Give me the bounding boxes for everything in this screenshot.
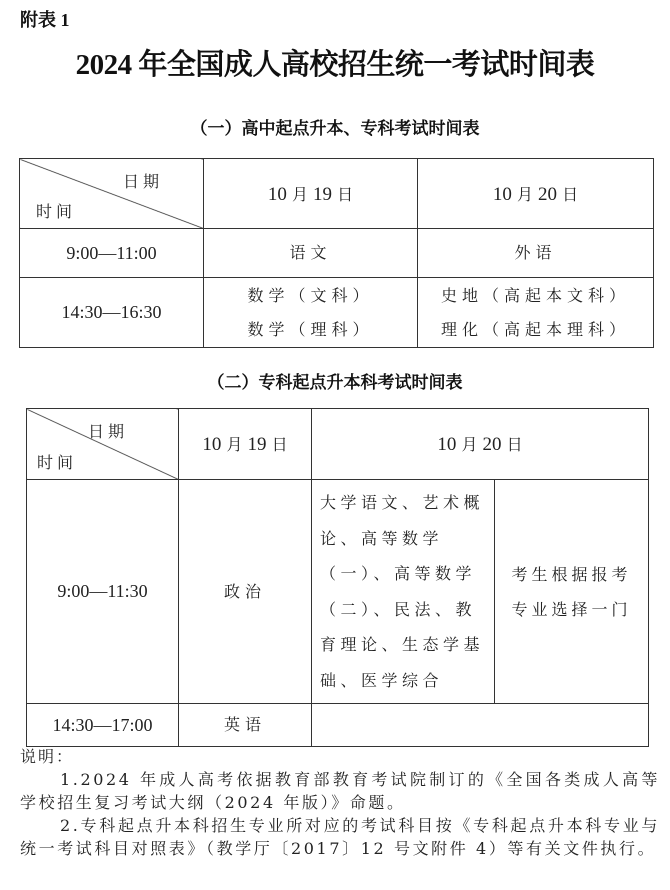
subject-cell: 语文 (204, 229, 418, 278)
table2-corner-cell (27, 409, 179, 480)
notes-label: 说明： (20, 747, 75, 766)
note-item-2: 2.专科起点升本科招生专业所对应的考试科目按《专科起点升本科专业与统一考试科目对照表》（教学厅〔2017〕12 号文附件 4）等有关文件执行。 (20, 816, 660, 858)
corner-time-label: 时间 (37, 453, 78, 472)
choice-note-cell: 考生根据报考 专业选择一门 (495, 480, 649, 704)
table-row (27, 704, 649, 747)
subject-cell: 外语 (418, 229, 654, 278)
table1-header-day2: 10 月 20 日 (418, 159, 654, 229)
subject-cell: 英语 (179, 704, 312, 747)
time-cell: 9:00—11:00 (20, 229, 204, 278)
time-cell: 9:00—11:30 (27, 480, 179, 704)
table2-heading: （二）专科起点升本科考试时间表 (207, 373, 463, 393)
subject-cell: 政治 (179, 480, 312, 704)
note-item-1: 1.2024 年成人高考依据教育部教育考试院制订的《全国各类成人高等学校招生复习考试大纲（2024 年版）》命题。 (20, 770, 660, 812)
table1-corner-cell (20, 159, 204, 229)
table-row (20, 278, 654, 348)
notes-section (20, 745, 660, 860)
subject-list-cell: 大学语文、艺术概 论、高等数学 （一）、高等数学 （二）、民法、教 育理论、生态学基 础、医学综合 (312, 480, 495, 704)
table1-heading: （一）高中起点升本、专科考试时间表 (190, 119, 480, 139)
corner-time-label: 时间 (36, 202, 77, 221)
table-row (27, 480, 649, 704)
table1-schedule (19, 158, 654, 348)
corner-date-label: 日期 (87, 422, 128, 441)
table2-header-day1: 10 月 19 日 (179, 409, 312, 480)
table1-header-day1: 10 月 19 日 (204, 159, 418, 229)
corner-date-label: 日期 (122, 172, 163, 191)
subject-cell: 史地（高起本文科） 理化（高起本理科） (418, 278, 654, 348)
table2-header-day2: 10 月 20 日 (312, 409, 649, 480)
subject-cell: 数学（文科） 数学（理科） (204, 278, 418, 348)
time-cell: 14:30—17:00 (27, 704, 179, 747)
page-title: 2024 年全国成人高校招生统一考试时间表 (75, 49, 595, 81)
empty-cell (312, 704, 649, 747)
attachment-label: 附表 1 (20, 10, 70, 30)
table2-schedule (26, 408, 649, 747)
table-row (20, 229, 654, 278)
time-cell: 14:30—16:30 (20, 278, 204, 348)
